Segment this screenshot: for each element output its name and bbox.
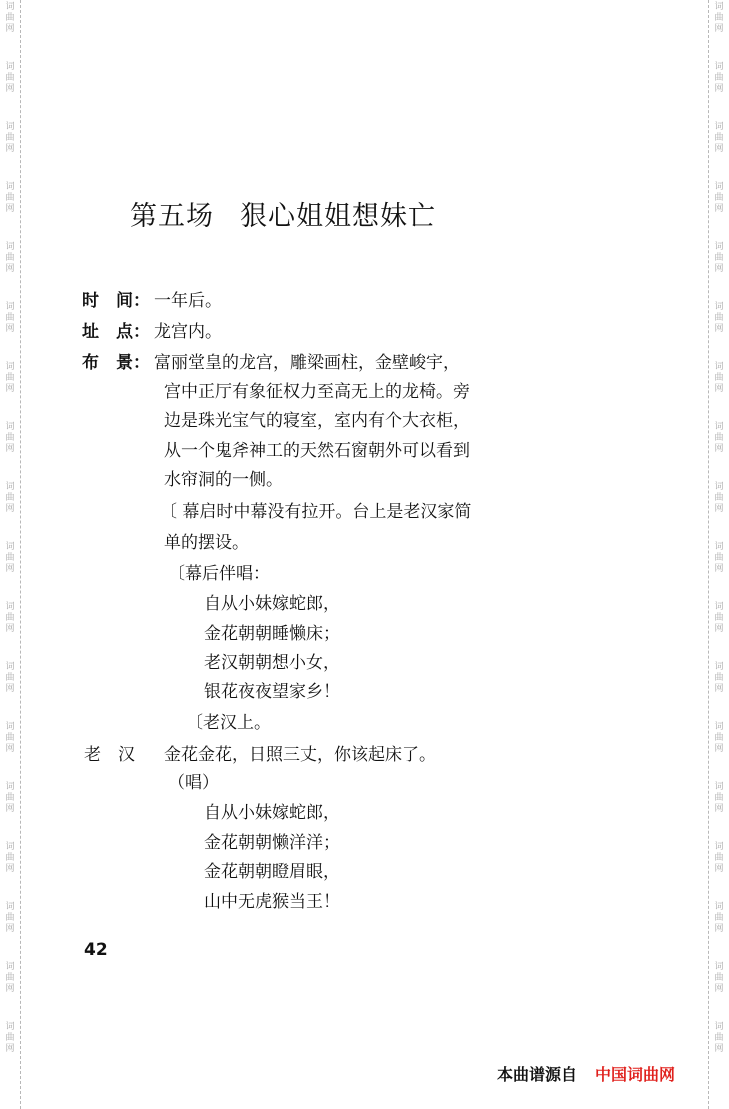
watermark-text: 词曲网 — [5, 482, 15, 514]
stage-direction: 〔老汉上。 — [186, 713, 271, 733]
lyric-line: 自从小妹嫁蛇郎， — [204, 803, 340, 823]
stage-direction: 〔 幕启时中幕没有拉开。台上是老汉家简 — [160, 502, 472, 522]
time-value: 一年后。 — [154, 291, 222, 311]
time-row — [82, 290, 222, 312]
watermark-text: 词曲网 — [5, 962, 15, 994]
watermark-text: 词曲网 — [5, 782, 15, 814]
place-row — [82, 321, 222, 343]
watermark-text: 词曲网 — [5, 2, 15, 34]
watermark-text: 词曲网 — [5, 122, 15, 154]
watermark-text: 词曲网 — [5, 422, 15, 454]
watermark-text: 词曲网 — [714, 962, 724, 994]
watermark-text: 词曲网 — [5, 62, 15, 94]
scene-number: 第五场 — [130, 201, 214, 232]
scene-name: 狠心姐姐想妹亡 — [240, 201, 436, 232]
watermark-text: 词曲网 — [714, 662, 724, 694]
right-watermark-strip — [708, 0, 729, 1109]
watermark-text: 词曲网 — [714, 782, 724, 814]
dialogue-line — [84, 744, 436, 766]
lyric-line: 金花朝朝懒洋洋； — [204, 833, 340, 853]
watermark-text: 词曲网 — [714, 362, 724, 394]
watermark-text: 词曲网 — [5, 1022, 15, 1054]
watermark-text: 词曲网 — [714, 62, 724, 94]
watermark-text: 词曲网 — [714, 482, 724, 514]
sing-cue: （唱） — [168, 773, 219, 793]
scene-desc-line: 从一个鬼斧神工的天然石窗朝外可以看到 — [164, 441, 470, 461]
watermark-text: 词曲网 — [714, 602, 724, 634]
watermark-text: 词曲网 — [714, 2, 724, 34]
scene-label: 布 景： — [82, 353, 150, 373]
watermark-text: 词曲网 — [5, 302, 15, 334]
watermark-text: 词曲网 — [5, 662, 15, 694]
page-number: 42 — [84, 940, 108, 960]
lyric-line: 山中无虎猴当王！ — [204, 892, 340, 912]
watermark-text: 词曲网 — [714, 302, 724, 334]
scene-desc-line: 水帘洞的一侧。 — [164, 470, 283, 490]
watermark-text: 词曲网 — [5, 242, 15, 274]
watermark-text: 词曲网 — [5, 842, 15, 874]
place-label: 址 点： — [82, 322, 150, 342]
watermark-text: 词曲网 — [714, 722, 724, 754]
scene-desc-line: 边是珠光宝气的寝室，室内有个大衣柜， — [164, 411, 470, 431]
scene-desc-line: 富丽堂皇的龙宫，雕梁画柱，金壁峻宇， — [154, 353, 460, 373]
watermark-text: 词曲网 — [5, 602, 15, 634]
watermark-text: 词曲网 — [714, 422, 724, 454]
speaker-name: 老 汉 — [84, 745, 135, 765]
lyric-line: 老汉朝朝想小女， — [204, 653, 340, 673]
watermark-text: 词曲网 — [714, 542, 724, 574]
place-value: 龙宫内。 — [154, 322, 222, 342]
lyric-line: 金花朝朝睡懒床； — [204, 624, 340, 644]
watermark-text: 词曲网 — [5, 362, 15, 394]
watermark-text: 词曲网 — [714, 122, 724, 154]
source-label: 本曲谱源自 — [497, 1065, 578, 1084]
scene-desc-row — [82, 352, 460, 374]
watermark-text: 词曲网 — [714, 842, 724, 874]
lyric-line: 银花夜夜望家乡！ — [204, 682, 340, 702]
lyric-line: 自从小妹嫁蛇郎， — [204, 594, 340, 614]
offstage-chorus-label: 〔幕后伴唱： — [168, 564, 270, 584]
left-watermark-strip — [0, 0, 21, 1109]
time-label: 时 间： — [82, 291, 150, 311]
stage-direction: 单的摆设。 — [164, 533, 249, 553]
watermark-text: 词曲网 — [5, 902, 15, 934]
scene-title — [130, 194, 436, 233]
watermark-text: 词曲网 — [714, 902, 724, 934]
watermark-text: 词曲网 — [5, 722, 15, 754]
watermark-text: 词曲网 — [5, 542, 15, 574]
site-name: 中国词曲网 — [595, 1065, 676, 1084]
watermark-text: 词曲网 — [714, 182, 724, 214]
lyric-line: 金花朝朝瞪眉眼， — [204, 862, 340, 882]
scene-desc-line: 宫中正厅有象征权力至高无上的龙椅。旁 — [164, 382, 470, 402]
source-footer — [497, 1062, 675, 1085]
watermark-text: 词曲网 — [714, 242, 724, 274]
watermark-text: 词曲网 — [5, 182, 15, 214]
dialogue-text: 金花金花，日照三丈，你该起床了。 — [164, 745, 436, 765]
watermark-text: 词曲网 — [714, 1022, 724, 1054]
